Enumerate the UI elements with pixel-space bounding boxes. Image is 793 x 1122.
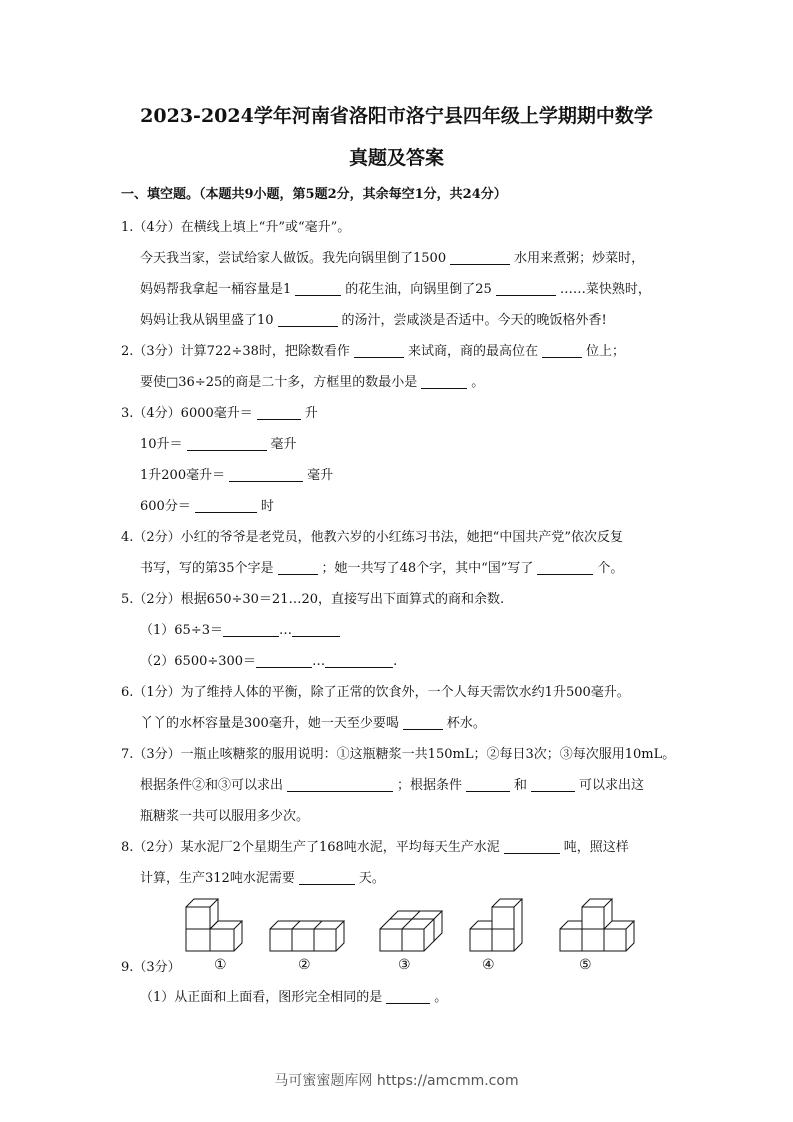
q5-text: … (312, 654, 326, 669)
figure-label-2: ② (298, 957, 311, 973)
q8-text: 天。 (358, 871, 385, 886)
q1-text: 今天我当家，尝试给家人做饭。我先向锅里倒了1500 (140, 251, 447, 266)
q7-text: ；根据条件 (397, 778, 463, 793)
figure-label-3: ③ (398, 957, 411, 973)
q4-line-1: 4.（2分）小红的爷爷是老党员，他教六岁的小红练习书法，她把“中国共产党”依次反复 (121, 530, 623, 545)
q8-text: 吨，照这样 (563, 840, 629, 855)
q1-text: 的花生油，向锅里倒了25 (345, 282, 492, 297)
figure-1-cubes (186, 899, 242, 951)
answer-blank[interactable] (466, 777, 510, 792)
q2-line-1 (121, 342, 625, 362)
answer-blank[interactable] (257, 405, 301, 420)
answer-blank[interactable] (325, 653, 393, 668)
q8-line-2 (140, 869, 385, 889)
q3-line-1 (121, 404, 318, 424)
title-line-2: 真题及答案 (348, 147, 444, 169)
q7-text: 根据条件②和③可以求出 (140, 778, 284, 793)
answer-blank[interactable] (187, 436, 267, 451)
q9-text: 。 (434, 990, 448, 1005)
q1-line-2 (140, 280, 651, 300)
q3-text: 3.（4分）6000毫升＝ (121, 406, 253, 421)
q4-text: 书写，写的第35个字是 (140, 561, 274, 576)
figure-label-5: ⑤ (579, 957, 592, 973)
answer-blank[interactable] (278, 560, 318, 575)
q6-line-1: 6.（1分）为了维持人体的平衡，除了正常的饮食外，一个人每天需饮水约1升500毫升。 (121, 685, 630, 700)
answer-blank[interactable] (256, 653, 312, 668)
q3-text: 10升＝ (140, 437, 183, 452)
q9-heading: 9.（3分） (121, 960, 181, 975)
cube-drawings (180, 895, 640, 955)
q4-text: 个。 (597, 561, 624, 576)
q3-text: 600分＝ (140, 499, 191, 514)
q9-text: （1）从正面和上面看，图形完全相同的是 (140, 990, 383, 1005)
q3-line-2 (140, 435, 297, 455)
q5-text: （1）65÷3＝ (140, 623, 223, 638)
q5-text: （2）6500÷300＝ (140, 654, 257, 669)
q6-text: 杯水。 (446, 716, 486, 731)
footer-watermark: 马可蜜蜜题库网 https://amcmm.com (274, 1073, 519, 1089)
q1-text: ……菜快熟时， (559, 282, 651, 297)
q3-text: 毫升 (307, 468, 334, 483)
answer-blank[interactable] (531, 777, 575, 792)
figure-3-cubes (380, 911, 442, 951)
answer-blank[interactable] (278, 312, 338, 327)
answer-blank[interactable] (299, 870, 355, 885)
q5-text: … (278, 623, 292, 638)
q3-text: 升 (304, 406, 318, 421)
q7-text: 和 (514, 778, 528, 793)
q3-line-3 (140, 466, 333, 486)
answer-blank[interactable] (450, 250, 510, 265)
answer-blank[interactable] (542, 343, 582, 358)
q1-heading: 1.（4分）在横线上填上“升”或“毫升”。 (121, 220, 351, 235)
q4-line-2 (140, 559, 623, 579)
answer-blank[interactable] (195, 498, 257, 513)
q3-text: 时 (260, 499, 274, 514)
answer-blank[interactable] (421, 374, 467, 389)
answer-blank[interactable] (504, 839, 560, 854)
q7-line-2 (140, 776, 644, 796)
q1-text: 水用来煮粥；炒菜时， (514, 251, 645, 266)
answer-blank[interactable] (295, 281, 341, 296)
q2-text: 要使□36÷25的商是二十多，方框里的数最小是 (140, 375, 418, 390)
q5-line-1 (140, 621, 340, 641)
answer-blank[interactable] (287, 777, 393, 792)
q2-text: 位上； (585, 344, 625, 359)
q8-text: 计算，生产312吨水泥需要 (140, 871, 295, 886)
q8-text: 8.（2分）某水泥厂2个星期生产了168吨水泥，平均每天生产水泥 (121, 840, 500, 855)
q6-line-2 (140, 714, 486, 734)
title-line-1: 2023-2024学年河南省洛阳市洛宁县四年级上学期期中数学 (140, 105, 653, 127)
figure-label-1: ① (214, 957, 227, 973)
figure-2-cubes (270, 921, 344, 951)
answer-blank[interactable] (354, 343, 404, 358)
answer-blank[interactable] (537, 560, 593, 575)
q5-text: . (393, 654, 398, 669)
figure-5-cubes (560, 899, 634, 951)
answer-blank[interactable] (386, 989, 430, 1004)
section-heading: 一、填空题。（本题共9小题，第5题2分，其余每空1分，共24分） (121, 187, 507, 202)
q5-line-2 (140, 652, 397, 672)
q8-line-1 (121, 838, 629, 858)
q3-text: 1升200毫升＝ (140, 468, 226, 483)
q6-text: 丫丫的水杯容量是300毫升，她一天至少要喝 (140, 716, 399, 731)
q2-line-2 (140, 373, 484, 393)
cube-figures (180, 895, 640, 985)
q2-text: 2.（3分）计算722÷38时，把除数看作 (121, 344, 350, 359)
q2-text: 来试商，商的最高位在 (407, 344, 538, 359)
q3-line-4 (140, 497, 274, 517)
figure-label-4: ④ (482, 957, 495, 973)
figure-4-cubes (470, 899, 522, 951)
q2-text: 。 (471, 375, 485, 390)
q7-line-3: 瓶糖浆一共可以服用多少次。 (140, 809, 310, 824)
q1-text: 的汤汁，尝咸淡是否适中。今天的晚饭格外香! (341, 313, 607, 328)
answer-blank[interactable] (403, 715, 443, 730)
answer-blank[interactable] (229, 467, 303, 482)
q7-line-1: 7.（3分）一瓶止咳糖浆的服用说明：①这瓶糖浆一共150mL；②每日3次；③每次服用10mL。 (121, 747, 676, 762)
q9-line-1 (140, 988, 447, 1008)
answer-blank[interactable] (223, 622, 279, 637)
q1-text: 妈妈让我从锅里盛了10 (140, 313, 274, 328)
q5-heading: 5.（2分）根据650÷30＝21…20，直接写出下面算式的商和余数. (121, 592, 505, 607)
q1-line-1 (140, 249, 644, 269)
q1-text: 妈妈帮我拿起一桶容量是1 (140, 282, 292, 297)
q1-line-3 (140, 311, 607, 331)
q4-text: ；她一共写了48个字，其中“国”写了 (321, 561, 534, 576)
answer-blank[interactable] (496, 281, 556, 296)
answer-blank[interactable] (292, 622, 340, 637)
q7-text: 可以求出这 (579, 778, 645, 793)
q3-text: 毫升 (270, 437, 297, 452)
